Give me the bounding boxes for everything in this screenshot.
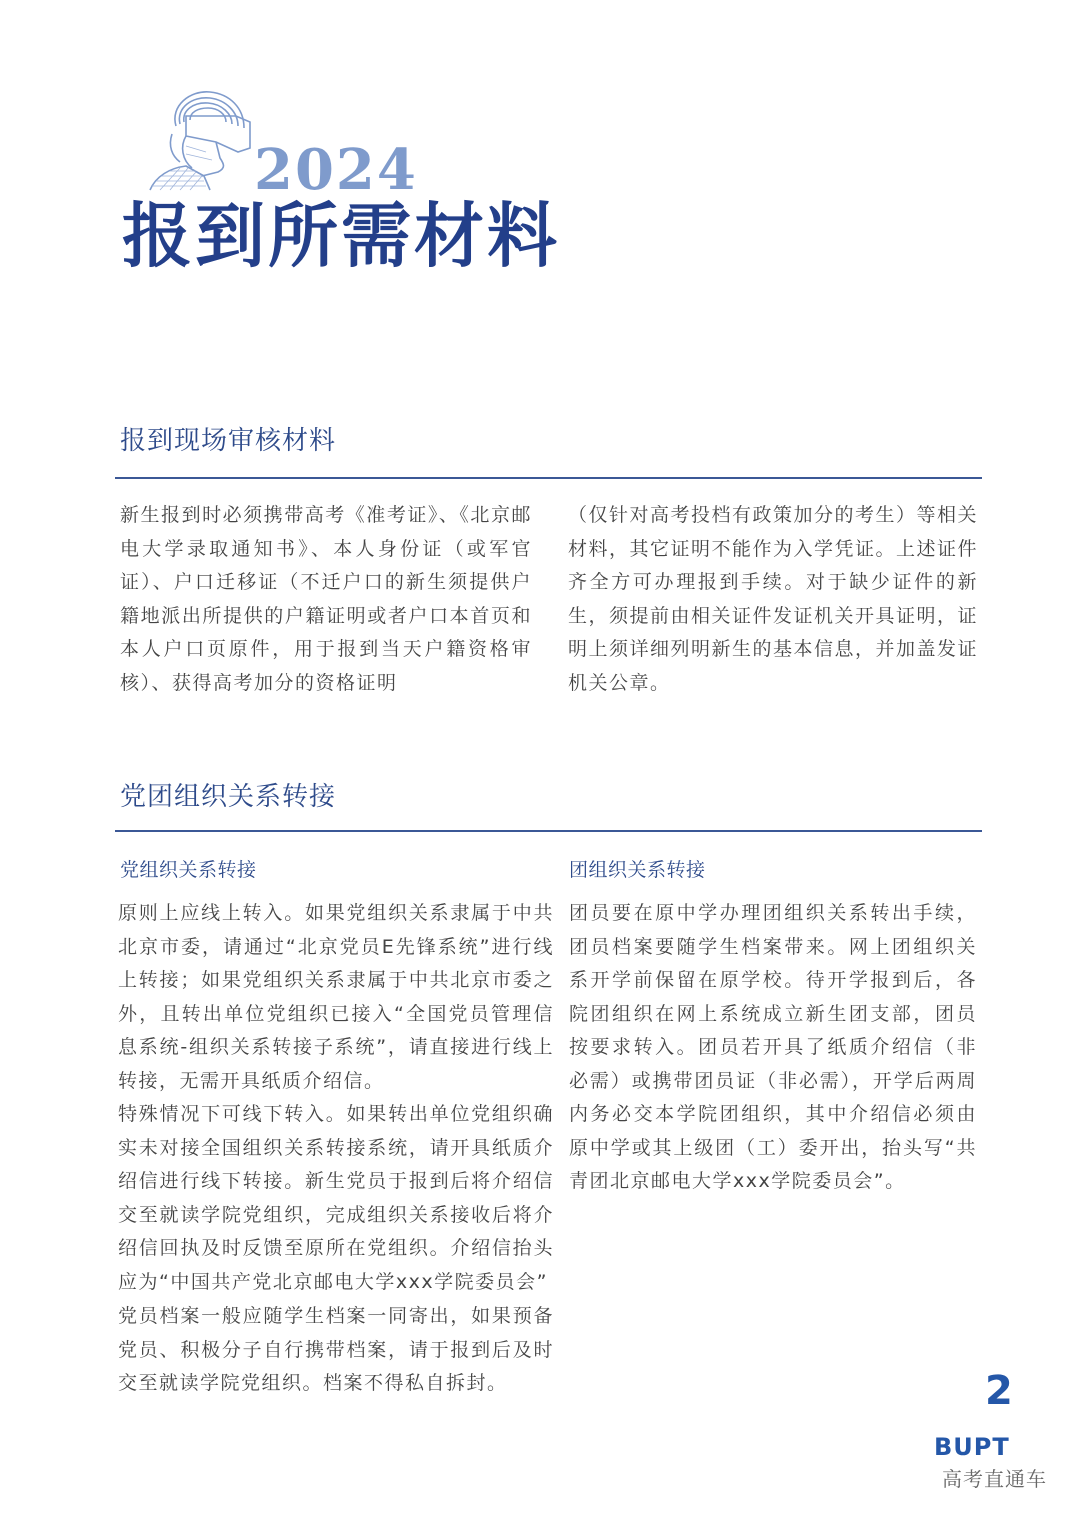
- subsection-title-party-transfer: 党组织关系转接: [120, 859, 257, 881]
- party-transfer-paragraph-1: 原则上应线上转入。如果党组织关系隶属于中共北京市委，请通过“北京党员E先锋系统”进行线上转接；如果党组织关系隶属于中共北京市委之外，且转出单位党组织已接入“全国党员管理信息系统-组织关系转接子系统”，请直接进行线上转接，无需开具纸质介绍信。: [118, 902, 554, 1092]
- subsection-title-league-transfer: 团组织关系转接: [569, 859, 706, 881]
- year-label: 2024: [254, 137, 418, 203]
- section-title-onsite-materials: 报到现场审核材料: [120, 426, 337, 456]
- brand-logo-text: BUPT: [934, 1433, 1010, 1461]
- onsite-materials-text-left: 新生报到时必须携带高考《准考证》、《北京邮电大学录取通知书》、本人身份证（或军官证）、户口迁移证（不迁户口的新生须提供户籍地派出所提供的户籍证明或者户口本首页和本人户口页原件，用于报到当天户籍资格审核）、获得高考加分的资格证明: [120, 504, 532, 694]
- section-divider: [115, 477, 982, 479]
- brand-subtitle: 高考直通车: [942, 1467, 1047, 1491]
- party-transfer-paragraph-3: 党员档案一般应随学生档案一同寄出，如果预备党员、积极分子自行携带档案，请于报到后及时交至就读学院党组织。档案不得私自拆封。: [118, 1305, 554, 1394]
- vr-headset-person-icon: [146, 86, 254, 192]
- league-transfer-paragraph: 团员要在原中学办理团组织关系转出手续，团员档案要随学生档案带来。网上团组织关系开学前保留在原学校。待开学报到后，各院团组织在网上系统成立新生团支部，团员按要求转入。团员若开具了纸质介绍信（非必需）或携带团员证（非必需），开学后两周内务必交本学院团组织，其中介绍信必须由原中学或其上级团（工）委开出，抬头写“共青团北京邮电大学xxx学院委员会”。: [569, 902, 977, 1192]
- section-title-party-league-transfer: 党团组织关系转接: [120, 782, 337, 812]
- page-title: 报到所需材料: [122, 195, 560, 277]
- party-transfer-paragraph-2: 特殊情况下可线下转入。如果转出单位党组织确实未对接全国组织关系转接系统，请开具纸质介绍信进行线下转接。新生党员于报到后将介绍信交至就读学院党组织，完成组织关系接收后将介绍信回执及时反馈至原所在党组织。介绍信抬头应为“中国共产党北京邮电大学xxx学院委员会”: [118, 1103, 554, 1293]
- onsite-materials-text-right: （仅针对高考投档有政策加分的考生）等相关材料，其它证明不能作为入学凭证。上述证件齐全方可办理报到手续。对于缺少证件的新生，须提前由相关证件发证机关开具证明，证明上须详细列明新生的基本信息，并加盖发证机关公章。: [568, 504, 979, 694]
- section-divider: [115, 830, 982, 832]
- page-number: 2: [985, 1368, 1013, 1414]
